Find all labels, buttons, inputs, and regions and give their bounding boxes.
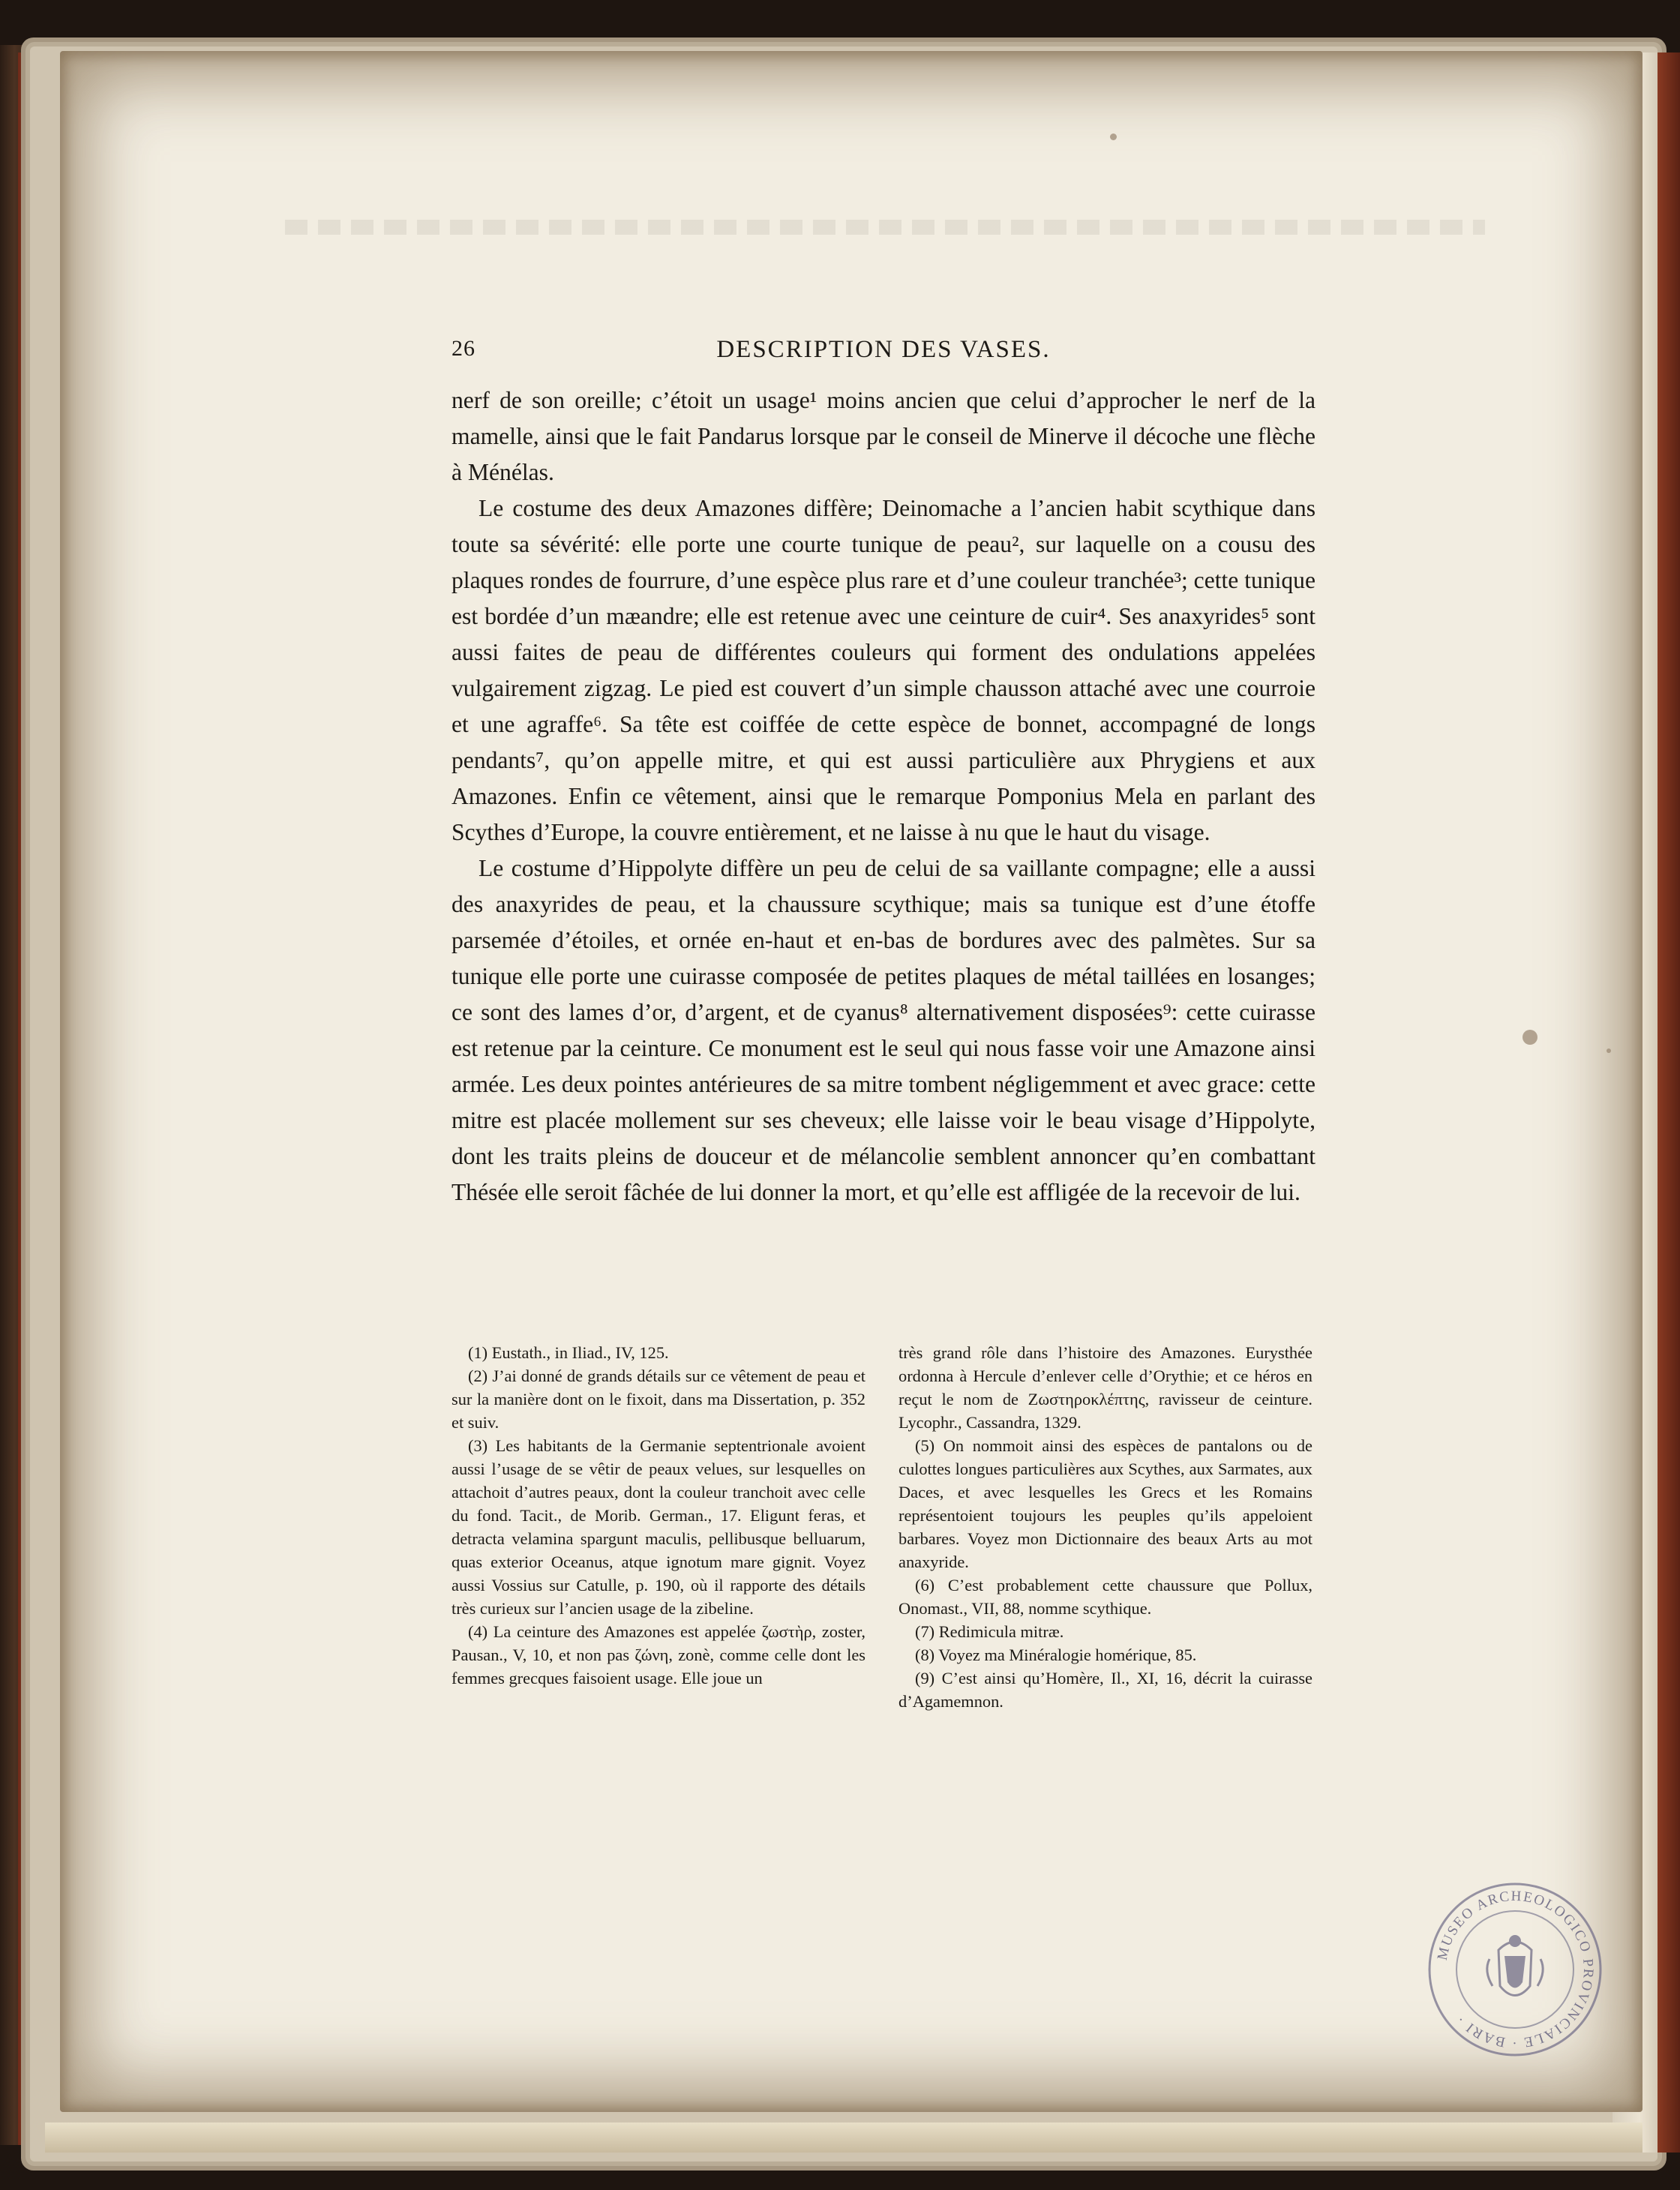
footnote: (7) Redimicula mitræ.: [915, 1622, 1064, 1641]
footnote: (2) J’ai donné de grands détails sur ce vêtement de peau et sur la manière dont on le fixoit, dans ma Dissertation, p. 352 et suiv.: [452, 1366, 866, 1432]
paragraph: Le costume d’Hippolyte diffère un peu de celui de sa vaillante compagne; elle a aussi des anaxyrides de peau, et la chaussure scythique; mais sa tunique est d’une étoffe parsemée d’étoiles, et ornée en-haut et en-bas de bordures avec des palmètes. Sur sa tunique elle porte une cuirasse composée de petites plaques de métal taillées en losanges; ce sont des lames d’or, d’argent, et de cyanus⁸ alternativement disposées⁹: cette cuirasse est retenue par la ceinture. Ce monument est le seul qui nous fasse voir une Amazone ainsi armée. Les deux pointes antérieures de sa mitre tombent négligemment et avec grace: cette mitre est placée mollement sur ses cheveux; elle laisse voir le beau visage d’Hippolyte, dont les traits pleins de douceur et de mélancolie semblent annoncer qu’en combattant Thésée elle seroit fâchée de lui donner la mort, et qu’elle est affligée de la recevoir de lui.: [452, 855, 1316, 1205]
show-through-text: [285, 220, 1485, 235]
footnote: très grand rôle dans l’histoire des Amazones. Eurysthée ordonna à Hercule d’enlever celle d’Orythie; et ce héros en reçut le nom de Ζωστηροκλέπτης, ravisseur de ceinture. Lycophr., Cassandra, 1329.: [898, 1343, 1312, 1432]
main-text: [452, 382, 1316, 1210]
page-title: DESCRIPTION DES VASES.: [716, 336, 1051, 363]
footnote: (4) La ceinture des Amazones est appelée ζωστὴρ, zoster, Pausan., V, 10, et non pas ζώνη, zonè, comme celle dont les femmes grecques faisoient usage. Elle joue un: [452, 1622, 866, 1688]
footnotes-right-column: [898, 1341, 1312, 1713]
foxing-spot: [1110, 134, 1117, 140]
footnote: (1) Eustath., in Iliad., IV, 125.: [468, 1343, 669, 1362]
footnote: (6) C’est probablement cette chaussure que Pollux, Onomast., VII, 88, nomme scythique.: [898, 1576, 1312, 1618]
footnote: (3) Les habitants de la Germanie septentrionale avoient aussi l’usage de se vêtir de peaux velues, sur lesquelles on attachoit d’autres peaux, dont la couleur tranchoit avec celle du fond. Tacit., de Morib. German., 17. Eligunt feras, et detracta velamina spargunt maculis, pellibusque belluarum, quas exterior Oceanus, atque ignotum mare gignit. Voyez aussi Vossius sur Catulle, p. 190, où il rapporte des détails très curieux sur l’ancien usage de la zibeline.: [452, 1436, 866, 1618]
page-number: 26: [452, 336, 476, 361]
footnotes-left-column: [452, 1341, 866, 1690]
museum-stamp: [1426, 1881, 1604, 2058]
footnote: (5) On nommoit ainsi des espèces de pantalons ou de culottes longues particulières aux Scythes, aux Sarmates, aux Daces, et avec lesquelles les Grecs et les Romains représentoient toujours les peuples qu’ils appeloient barbares. Voyez mon Dictionnaire des beaux Arts au mot anaxyride.: [898, 1436, 1312, 1571]
foxing-spot: [1522, 1030, 1538, 1045]
stamp-text: MUSEO ARCHEOLOGICO PROVINCIALE · BARI ·: [1434, 1888, 1597, 2051]
running-head: [452, 336, 1316, 369]
paragraph: nerf de son oreille; c’étoit un usage¹ moins ancien que celui d’approcher le nerf de la mamelle, ainsi que le fait Pandarus lorsque par le conseil de Minerve il décoche une flèche à Ménélas.: [452, 387, 1316, 485]
bottom-page-edge: [45, 2122, 1642, 2152]
footnote: (8) Voyez ma Minéralogie homérique, 85.: [915, 1646, 1197, 1664]
paragraph: Le costume des deux Amazones diffère; Deinomache a l’ancien habit scythique dans toute sa sévérité: elle porte une courte tunique de peau², sur laquelle on a cousu des plaques rondes de fourrure, d’une espèce plus rare et d’une couleur tranchée³; cette tunique est bordée d’un mæandre; elle est retenue avec une ceinture de cuir⁴. Ses anaxyrides⁵ sont aussi faites de peau de différentes couleurs qui forment des ondulations appelées vulgairement zigzag. Le pied est couvert d’un simple chausson attaché avec une courroie et une agraffe⁶. Sa tête est coiffée de cette espèce de bonnet, accompagné de longs pendants⁷, qu’on appelle mitre, et qui est aussi particulière aux Phrygiens et aux Amazones. Enfin ce vêtement, ainsi que le remarque Pomponius Mela en parlant des Scythes d’Europe, la couvre entièrement, et ne laisse à nu que le haut du visage.: [452, 495, 1316, 845]
coat-of-arms-icon: [1487, 1935, 1543, 1996]
footnote: (9) C’est ainsi qu’Homère, Il., XI, 16, décrit la cuirasse d’Agamemnon.: [898, 1669, 1312, 1711]
foxing-spot: [1606, 1048, 1611, 1053]
